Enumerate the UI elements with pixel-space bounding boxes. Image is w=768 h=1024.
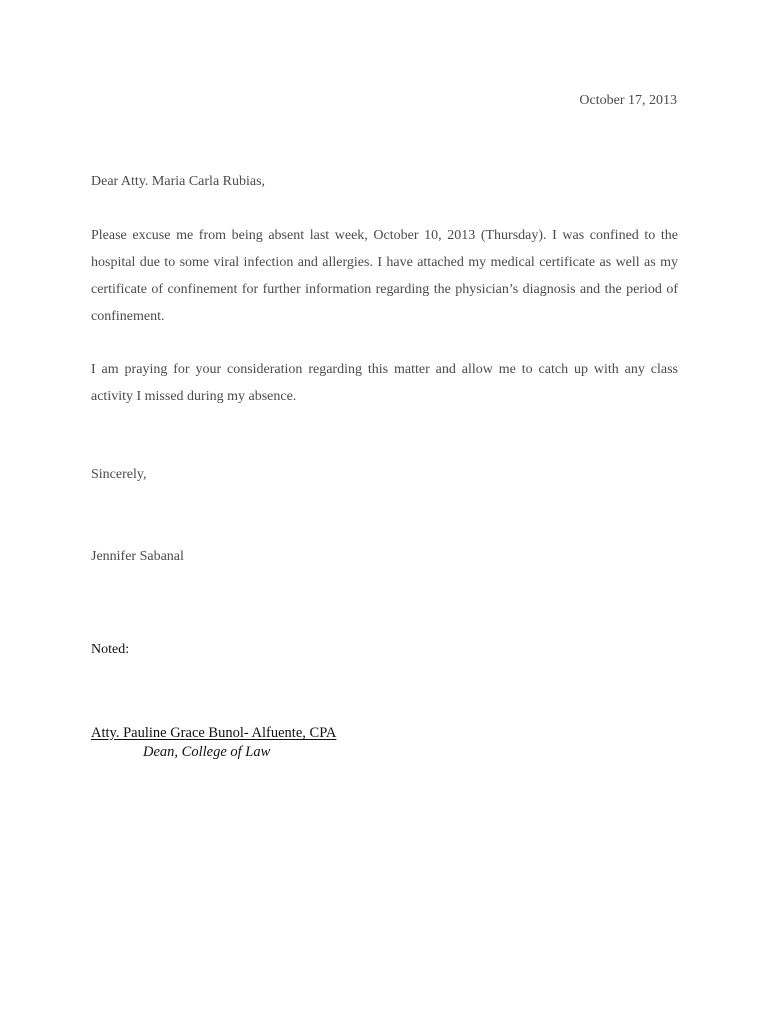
letter-date: October 17, 2013 (579, 93, 677, 108)
body-paragraph-1: Please excuse me from being absent last week, October 10, 2013 (Thursday). I was confined to the hospital due to some viral infection and allergies. I have attached my medical certificate as well as my certificate of confinement for further information regarding the physician’s diagnosis and the period of confinement. (91, 228, 678, 324)
closing: Sincerely, (91, 467, 147, 482)
approver-name: Atty. Pauline Grace Bunol- Alfuente, CPA (91, 725, 337, 741)
signer-name: Jennifer Sabanal (91, 549, 184, 564)
body-paragraph-2: I am praying for your consideration regarding this matter and allow me to catch up with any class activity I missed during my absence. (91, 362, 678, 404)
approver-title: Dean, College of Law (143, 744, 271, 760)
noted-label: Noted: (91, 642, 130, 657)
salutation: Dear Atty. Maria Carla Rubias, (91, 174, 266, 189)
